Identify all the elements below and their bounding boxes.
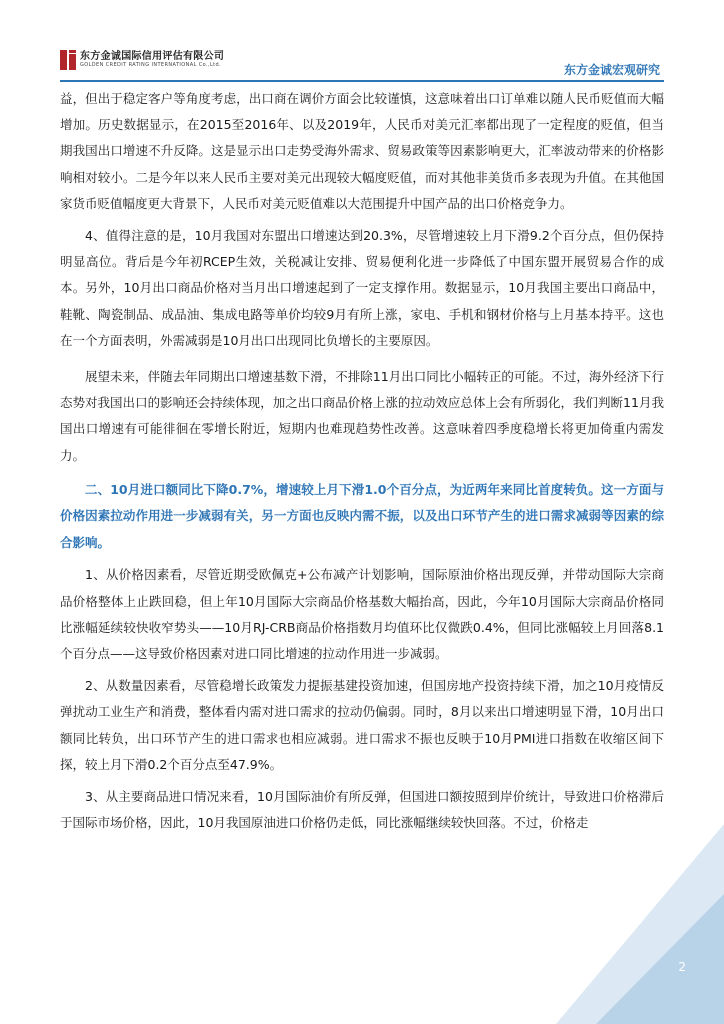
company-logo (60, 50, 224, 70)
logo-mark-icon (60, 50, 76, 70)
corner-decoration (556, 824, 724, 1024)
document-body (60, 86, 664, 842)
page-header (0, 0, 724, 82)
paragraph-point-3: 3、从主要商品进口情况来看，10月国际油价有所反弹，但国进口额按照到岸价统计，导致进口价格滞后于国际市场价格，因此，10月我国原油进口价格仍走低，同比涨幅继续较快回落。不过，价格走 (60, 788, 664, 831)
page-number: 2 (678, 960, 686, 974)
section-heading: 二、10月进口额同比下降0.7%，增速较上月下滑1.0个百分点，为近两年来同比首度转负。这一方面与价格因素拉动作用进一步减弱有关，另一方面也反映内需不振，以及出口环节产生的进口需求减弱等因素的综合影响。 (60, 481, 664, 550)
paragraph-point-4: 4、值得注意的是，10月我国对东盟出口增速达到20.3%，尽管增速较上月下滑9.2个百分点，但仍保持明显高位。背后是今年初RCEP生效，关税减让安排、贸易便利化进一步降低了中国东盟开展贸易合作的成本。另外，10月出口商品价格对当月出口增速起到了一定支撑作用。数据显示，10月我国主要出口商品中，鞋靴、陶瓷制品、成品油、集成电路等单价均较9月有所上涨，家电、手机和钢材价格与上月基本持平。这也在一个方面表明，外需减弱是10月出口出现同比负增长的主要原因。 (60, 228, 664, 348)
company-name-cn: 东方金诚国际信用评估有限公司 (80, 51, 225, 62)
paragraph-outlook: 展望未来，伴随去年同期出口增速基数下滑，不排除11月出口同比小幅转正的可能。不过，海外经济下行态势对我国出口的影响还会持续体现，加之出口商品价格上涨的拉动效应总体上会有所弱化，我们判断11月我国出口增速有可能徘徊在零增长附近，短期内也难现趋势性改善。这意味着四季度稳增长将更加倚重内需发力。 (60, 369, 664, 463)
company-name-en: GOLDEN CREDIT RATING INTERNATIONAL Co.,Ltd. (80, 62, 222, 68)
header-divider (60, 80, 664, 82)
header-section-title: 东方金诚宏观研究 (563, 63, 660, 77)
paragraph-point-1: 1、从价格因素看，尽管近期受欧佩克+公布减产计划影响，国际原油价格出现反弹，并带动国际大宗商品价格整体上止跌回稳，但上年10月国际大宗商品价格基数大幅抬高，因此，今年10月国际大宗商品价格同比涨幅延续较快收窄势头——10月RJ-CRB商品价格指数月均值环比仅微跌0.4%，但同比涨幅较上月回落8.1个百分点——这导致价格因素对进口同比增速的拉动作用进一步减弱。 (60, 567, 664, 661)
paragraph-continued: 益，但出于稳定客户等角度考虑，出口商在调价方面会比较谨慎，这意味着出口订单难以随人民币贬值而大幅增加。历史数据显示，在2015至2016年、以及2019年，人民币对美元汇率都出现了一定程度的贬值，但当期我国出口增速不升反降。这是显示出口走势受海外需求、贸易政策等因素影响更大，汇率波动带来的价格影响相对较小。二是今年以来人民币主要对美元出现较大幅度贬值，而对其他非美货币多表现为升值。在其他国家货币贬值幅度更大背景下，人民币对美元贬值难以大范围提升中国产品的出口价格竞争力。 (60, 91, 664, 211)
paragraph-point-2: 2、从数量因素看，尽管稳增长政策发力提振基建投资加速，但国房地产投资持续下滑，加之10月疫情反弹扰动工业生产和消费，整体看内需对进口需求的拉动仍偏弱。同时，8月以来出口增速明显下滑，10月出口额同比转负，出口环节产生的进口需求也相应减弱。进口需求不振也反映于10月PMI进口指数在收缩区间下探，较上月下滑0.2个百分点至47.9%。 (60, 678, 664, 772)
